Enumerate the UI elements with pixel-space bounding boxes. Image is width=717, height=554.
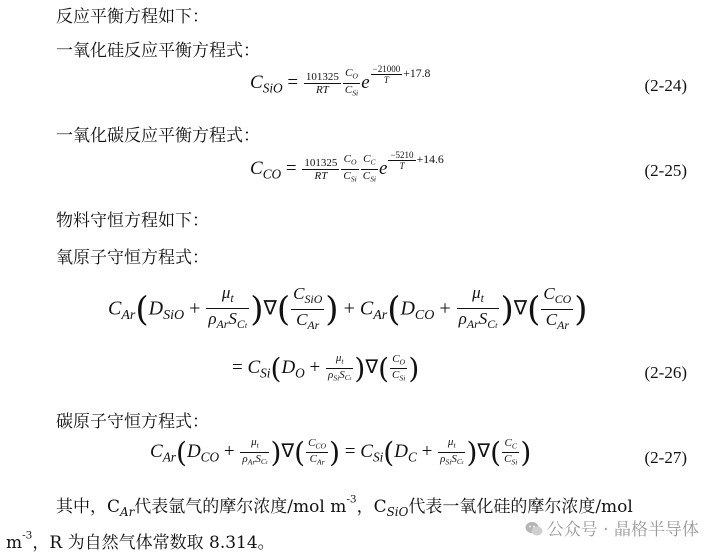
carbon-equation-title: 碳原子守恒方程式：: [56, 412, 209, 432]
explanation-paragraph-line2: $m^{-3}$，R 为自然气体常数取 8.314。: [6, 529, 275, 553]
equation-2-26-line1: $C_{Ar}(D_{SiO}$ + $\frac{\mu_t}{\rho_{Ar}S_{Ct}}$ )∇( $\frac{C_{SiO}}{C_{Ar}}$ ) + $C_{Ar}(D_{CO}$ + $\frac{\mu_t}{\rho_{Ar}S_{Ct}}$ )∇( $\frac{C_{CO}}{C_{Ar}}$ ): [108, 283, 588, 333]
const-fraction: $\frac{101325}{RT}$: [305, 70, 339, 96]
equation-number-2-25: (2-25): [644, 161, 687, 180]
equation-2-24: $C_{SiO}$ = $\frac{101325}{RT}$ $\frac{C_O}{C_{Si}}$ e $^{\frac{-21000}{T} +17.8}$: [250, 64, 431, 98]
equation-2-25: $C_{CO}$ = $\frac{101325}{RT}$ $\frac{C_O}{C_{Si}}$ $\frac{C_C}{C_{Si}}$ e $^{\frac{-5210}{T} +14.6}$: [250, 150, 444, 184]
sio-equation-title: 一氧化硅反应平衡方程式：: [56, 41, 260, 61]
equation-number-2-26: (2-26): [644, 363, 687, 382]
co-equation-title: 一氧化碳反应平衡方程式：: [56, 126, 260, 146]
equation-number-2-27: (2-27): [644, 448, 687, 467]
watermark: 公众号 · 晶格半导体: [525, 515, 699, 540]
equation-2-26-line2: = $C_{Si}(D_O$ + $\frac{\mu_t}{\rho_{Si}S_{Ct}}$ )∇( $\frac{C_O}{C_{Si}}$ ): [232, 352, 420, 386]
wechat-icon: [525, 521, 543, 537]
equation-2-27: $C_{Ar}(D_{CO}$ + $\frac{\mu_t}{\rho_{Ar}S_{Ct}}$ )∇( $\frac{C_{CO}}{C_{Ar}}$ ) = $C_{Si}(D_C$ + $\frac{\mu_t}{\rho_{Si}S_{Ct}}$ )∇( $\frac{C_C}{C_{Si}}$ ): [150, 436, 532, 470]
oxygen-equation-title: 氧原子守恒方程式：: [56, 248, 209, 268]
explanation-paragraph-line1: 其中，$C_{Ar}$代表氩气的摩尔浓度/mol $m^{-3}$，$C_{SiO}$代表一氧化硅的摩尔浓度/mol: [56, 493, 633, 520]
equation-number-2-24: (2-24): [644, 76, 687, 95]
heading-reaction-equations: 反应平衡方程如下：: [56, 7, 209, 27]
heading-conservation: 物料守恒方程如下：: [56, 211, 209, 231]
